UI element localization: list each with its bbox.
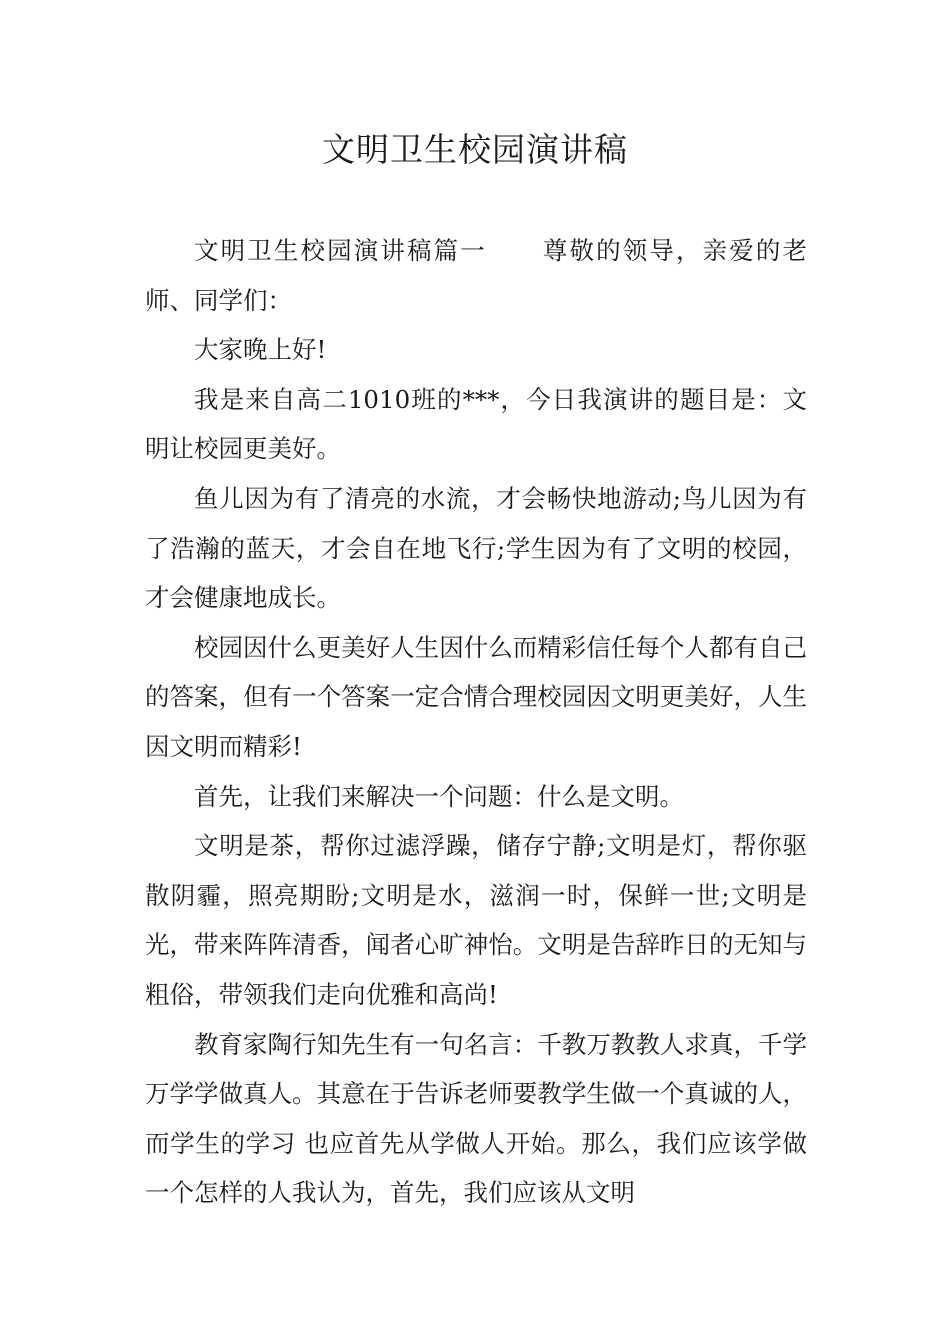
opening-paragraph	[145, 226, 807, 325]
paragraph: 教育家陶行知先生有一句名言：千教万教教人求真，千学万学学做真人。其意在于告诉老师要教学生做一个真诚的人，而学生的学习 也应首先从学做人开始。那么，我们应该学做一个怎样的人我认为，首先，我们应该从文明	[145, 1029, 807, 1208]
document-body	[145, 226, 807, 1218]
paragraph: 首先，让我们来解决一个问题：什么是文明。	[194, 781, 684, 811]
paragraph: 校园因什么更美好人生因什么而精彩信任每个人都有自己的答案，但有一个答案一定合情合理校园因文明更美好，人生因文明而精彩!	[145, 632, 807, 761]
paragraph: 文明是茶，帮你过滤浮躁，储存宁静;文明是灯，帮你驱散阴霾，照亮期盼;文明是水，滋润一时，保鲜一世;文明是光，带来阵阵清香，闻者心旷神怡。文明是告辞昨日的无知与粗俗，带领我们走向优雅和高尚!	[145, 831, 807, 1009]
section-heading: 文明卫生校园演讲稿篇一	[194, 236, 487, 265]
paragraph: 鱼儿因为有了清亮的水流，才会畅快地游动;鸟儿因为有了浩瀚的蓝天，才会自在地飞行;学生因为有了文明的校园，才会健康地成长。	[145, 483, 807, 613]
salutation: 尊敬的领导，亲爱的老师、同学们：	[145, 236, 808, 315]
paragraph: 我是来自高二1010班的***，今日我演讲的题目是：文明让校园更美好。	[145, 384, 807, 464]
paragraph: 大家晚上好!	[194, 335, 327, 365]
document-title: 文明卫生校园演讲稿	[322, 130, 628, 169]
